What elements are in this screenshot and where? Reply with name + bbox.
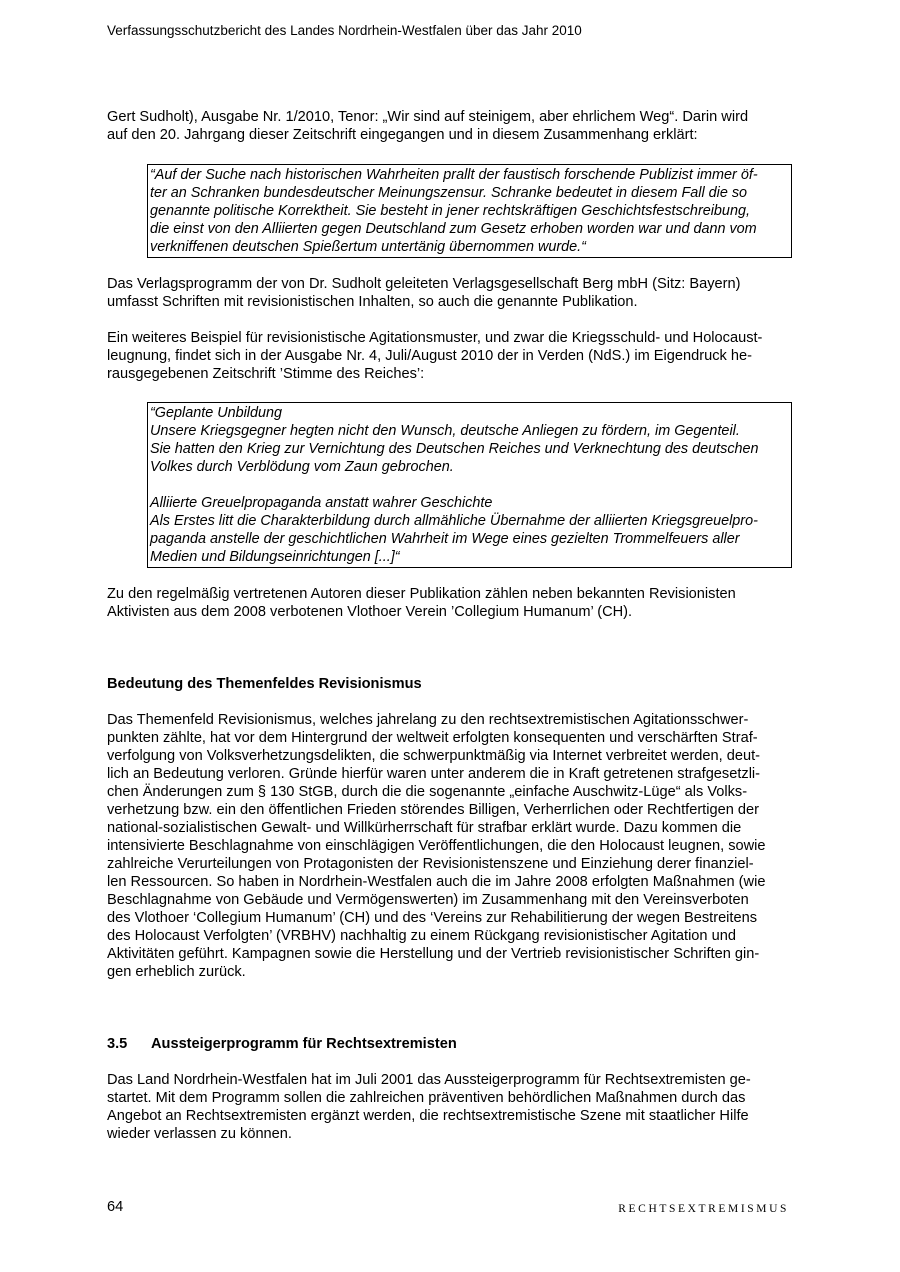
quote-line: “Auf der Suche nach historischen Wahrheiten prallt der faustisch forschende Publizist immer öf- xyxy=(150,167,758,183)
quote-line: ter an Schranken bundesdeutscher Meinungszensur. Schranke bedeutet in diesem Fall die so xyxy=(150,185,748,201)
section-number: 3.5 xyxy=(107,1036,128,1052)
paragraph-aussteiger xyxy=(107,1071,797,1143)
text-line: Ein weiteres Beispiel für revisionistische Agitationsmuster, und zwar die Kriegsschuld- und Holocaust- xyxy=(107,330,763,346)
section-heading-3-5 xyxy=(107,1035,797,1053)
text-line: zahlreiche Verurteilungen von Protagonisten der Revisionistenszene und Einziehung derer finanziel- xyxy=(107,856,754,872)
text-line: chen Änderungen zum § 130 StGB, durch die die sogenannte „einfache Auschwitz-Lüge“ als Volks- xyxy=(107,784,748,800)
section-title: Aussteigerprogramm für Rechtsextremisten xyxy=(151,1036,457,1052)
quote-line: genannte politische Korrektheit. Sie besteht in jener rechtskräftigen Geschichtsfestschreibung, xyxy=(150,203,750,219)
text-line: rausgegebenen Zeitschrift ’Stimme des Reiches’: xyxy=(107,366,425,382)
text-line: des Holocaust Verfolgten’ (VRBHV) nachhaltig zu einem Rückgang revisionistischer Agitation und xyxy=(107,928,736,944)
text-line: national-sozialistischen Gewalt- und Willkürherrschaft für strafbar erklärt wurde. Dazu kommen die xyxy=(107,820,742,836)
text-line: wieder verlassen zu können. xyxy=(107,1126,292,1142)
quote-line: Alliierte Greuelpropaganda anstatt wahrer Geschichte xyxy=(150,495,493,511)
paragraph-beispiel xyxy=(107,329,797,383)
text-line: verfolgung von Volksverhetzungsdelikten, die schwerpunktmäßig via Internet verbreitet werden, deut- xyxy=(107,748,761,764)
quote-line: Volkes durch Verblödung vom Zaun gebrochen. xyxy=(150,459,454,475)
text-line: leugnung, findet sich in der Ausgabe Nr. 4, Juli/August 2010 der in Verden (NdS.) im Eigendruck he- xyxy=(107,348,752,364)
footer-chapter-label: RECHTSEXTREMISMUS xyxy=(618,1203,789,1215)
text-line: Das Themenfeld Revisionismus, welches jahrelang zu den rechtsextremistischen Agitationsschwer- xyxy=(107,712,749,728)
text-line: startet. Mit dem Programm sollen die zahlreichen präventiven behördlichen Maßnahmen durch das xyxy=(107,1090,746,1106)
text-line: auf den 20. Jahrgang dieser Zeitschrift eingegangen und in diesem Zusammenhang erklärt: xyxy=(107,127,698,143)
text-line: Aktivitäten geführt. Kampagnen sowie die Herstellung und der Vertrieb revisionistischer Schriften gin- xyxy=(107,946,760,962)
paragraph-verlag xyxy=(107,275,797,311)
text-line: verhetzung bzw. ein den öffentlichen Frieden störendes Billigen, Verherrlichen oder Rechtfertigen der xyxy=(107,802,759,818)
paragraph-bedeutung xyxy=(107,711,797,981)
text-line: umfasst Schriften mit revisionistischen Inhalten, so auch die genannte Publikation. xyxy=(107,294,638,310)
quote-line: verkniffenen deutschen Spießertum untertänig übernommen wurde.“ xyxy=(150,239,586,255)
quote-line: “Geplante Unbildung xyxy=(150,405,283,421)
page-number: 64 xyxy=(107,1199,124,1215)
quote-line: die einst von den Alliierten gegen Deutschland zum Gesetz erhoben worden war und dann vom xyxy=(150,221,757,237)
text-line: len Ressourcen. So haben in Nordrhein-Westfalen auch die im Jahre 2008 erfolgten Maßnahmen (wie xyxy=(107,874,766,890)
page-content xyxy=(107,108,797,1143)
quote-line: Sie hatten den Krieg zur Vernichtung des Deutschen Reiches und Verknechtung des deutschen xyxy=(150,441,759,457)
text-line: des Vlothoer ‘Collegium Humanum’ (CH) und des ‘Vereins zur Rehabilitierung der wegen Bestreitens xyxy=(107,910,758,926)
text-line: Aktivisten aus dem 2008 verbotenen Vlothoer Verein ’Collegium Humanum’ (CH). xyxy=(107,604,633,620)
quote-box-sudholt xyxy=(147,164,792,258)
text-line: intensivierte Beschlagnahme von einschlägigen Veröffentlichungen, die den Holocaust leugnen, sowie xyxy=(107,838,766,854)
text-line: Beschlagnahme von Gebäude und Vermögenswerten) im Zusammenhang mit den Vereinsverboten xyxy=(107,892,749,908)
text-line: lich an Bedeutung verloren. Gründe hierfür waren unter anderem die in Kraft getretenen strafgesetzli- xyxy=(107,766,761,782)
quote-line: Als Erstes litt die Charakterbildung durch allmähliche Übernahme der alliierten Kriegsgreuelpro- xyxy=(150,513,758,529)
subheading-bedeutung: Bedeutung des Themenfeldes Revisionismus xyxy=(107,676,422,692)
quote-line: paganda anstelle der geschichtlichen Wahrheit im Wege eines gezielten Trommelfeuers aller xyxy=(150,531,740,547)
paragraph-autoren xyxy=(107,585,797,621)
text-line: Zu den regelmäßig vertretenen Autoren dieser Publikation zählen neben bekannten Revisionisten xyxy=(107,586,736,602)
quote-line: Unsere Kriegsgegner hegten nicht den Wunsch, deutsche Anliegen zu fördern, im Gegenteil. xyxy=(150,423,740,439)
text-line: Gert Sudholt), Ausgabe Nr. 1/2010, Tenor: „Wir sind auf steinigem, aber ehrlichem Weg“. Darin wird xyxy=(107,109,749,125)
text-line: gen erheblich zurück. xyxy=(107,964,246,980)
quote-box-stimme-des-reiches xyxy=(147,402,792,568)
intro-paragraph xyxy=(107,108,797,144)
text-line: Das Verlagsprogramm der von Dr. Sudholt geleiteten Verlagsgesellschaft Berg mbH (Sitz: Bayern) xyxy=(107,276,741,292)
quote-line: Medien und Bildungseinrichtungen [...]“ xyxy=(150,549,400,565)
running-header: Verfassungsschutzbericht des Landes Nordrhein-Westfalen über das Jahr 2010 xyxy=(107,23,582,38)
text-line: punkten zählte, hat vor dem Hintergrund der weltweit erfolgten konsequenten und verschärften Straf- xyxy=(107,730,758,746)
text-line: Das Land Nordrhein-Westfalen hat im Juli 2001 das Aussteigerprogramm für Rechtsextremisten ge- xyxy=(107,1072,751,1088)
text-line: Angebot an Rechtsextremisten ergänzt werden, die rechtsextremistische Szene mit staatlicher Hilfe xyxy=(107,1108,749,1124)
